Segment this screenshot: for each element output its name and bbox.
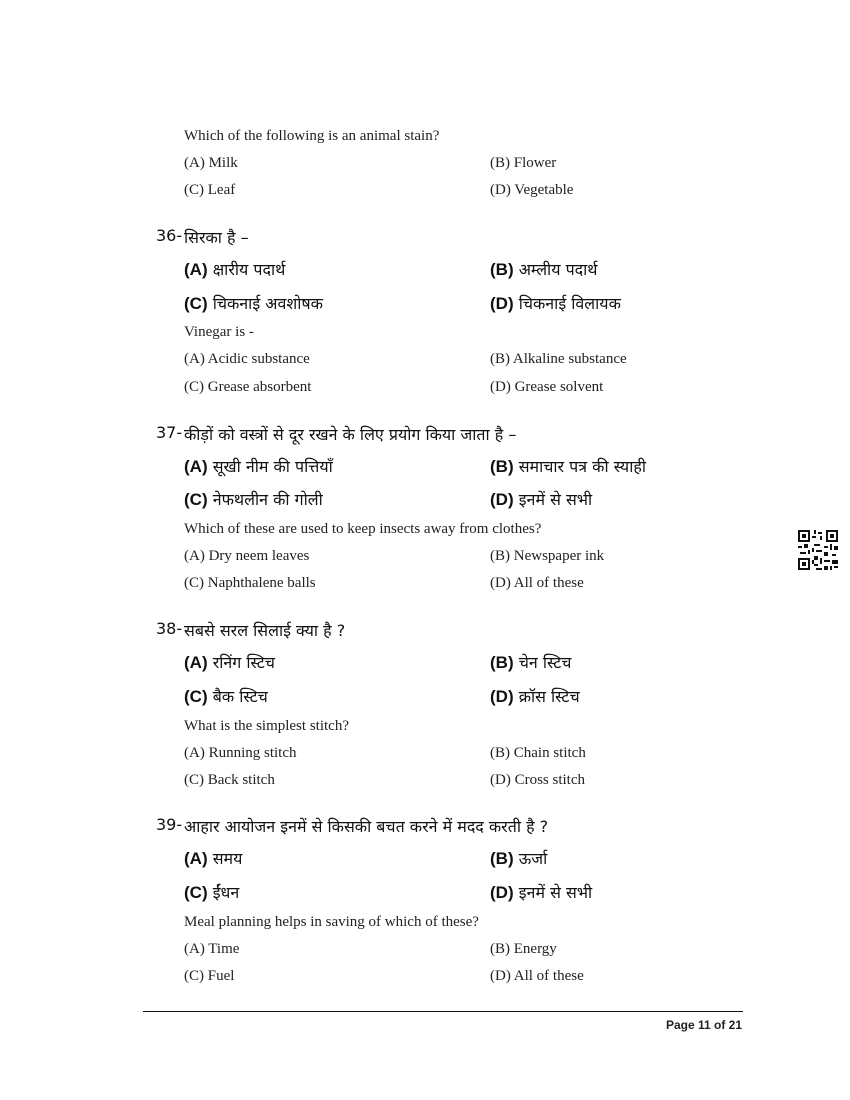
q36-hindi-text: सिरका है – bbox=[184, 228, 249, 247]
q39-hindi-option-a bbox=[184, 847, 242, 869]
q39-hindi-option-d bbox=[490, 881, 592, 903]
q37-hindi-text: कीड़ों को वस्त्रों से दूर रखने के लिए प्रयोग किया जाता है – bbox=[184, 425, 517, 444]
option-text: सूखी नीम की पत्तियाँ bbox=[212, 457, 333, 476]
q37-hindi-option-d bbox=[490, 488, 592, 510]
q39-hindi-option-b bbox=[490, 847, 547, 869]
option-letter: (A) bbox=[184, 653, 208, 672]
option-text: समाचार पत्र की स्याही bbox=[518, 457, 646, 476]
q35-english-text: Which of the following is an animal stain? bbox=[184, 128, 440, 144]
q38-hindi-option-b bbox=[490, 651, 571, 673]
option-text: बैक स्टिच bbox=[212, 687, 268, 706]
option-letter: (A) bbox=[184, 260, 208, 279]
option-letter: (D) bbox=[490, 490, 514, 509]
q38-option-d: (D) Cross stitch bbox=[490, 772, 585, 788]
q38-hindi-option-c bbox=[184, 685, 268, 707]
option-letter: (C) bbox=[184, 294, 208, 313]
option-letter: (C) bbox=[184, 687, 208, 706]
q36-option-b: (B) Alkaline substance bbox=[490, 351, 627, 367]
option-text: अम्लीय पदार्थ bbox=[518, 260, 598, 279]
option-text: चेन स्टिच bbox=[518, 653, 572, 672]
q35-option-a: (A) Milk bbox=[184, 155, 238, 171]
q36-option-d: (D) Grease solvent bbox=[490, 379, 604, 395]
q37-option-d: (D) All of these bbox=[490, 575, 584, 591]
option-text: क्षारीय पदार्थ bbox=[212, 260, 286, 279]
option-letter: (B) bbox=[490, 457, 514, 476]
q36-english-text: Vinegar is - bbox=[184, 324, 254, 340]
footer-divider bbox=[143, 1011, 743, 1012]
q39-hindi-text: आहार आयोजन इनमें से किसकी बचत करने में मदद करती है ? bbox=[184, 817, 549, 836]
q38-hindi-text: सबसे सरल सिलाई क्या है ? bbox=[184, 621, 346, 640]
q36-hindi-option-d bbox=[490, 292, 621, 314]
option-text: ऊर्जा bbox=[518, 849, 548, 868]
q37-option-c: (C) Naphthalene balls bbox=[184, 575, 316, 591]
q38-hindi-option-d bbox=[490, 685, 580, 707]
q36-number: 36- bbox=[156, 226, 183, 245]
q37-english-text: Which of these are used to keep insects away from clothes? bbox=[184, 521, 542, 537]
q36-option-c: (C) Grease absorbent bbox=[184, 379, 312, 395]
q37-option-b: (B) Newspaper ink bbox=[490, 548, 605, 564]
q37-hindi-option-b bbox=[490, 455, 646, 477]
option-text: चिकनाई अवशोषक bbox=[212, 294, 323, 313]
q36-hindi-option-b bbox=[490, 258, 598, 280]
q39-option-a: (A) Time bbox=[184, 941, 240, 957]
qr-code-icon bbox=[798, 530, 838, 570]
option-letter: (B) bbox=[490, 653, 514, 672]
option-text: इनमें से सभी bbox=[518, 490, 593, 509]
option-letter: (D) bbox=[490, 294, 514, 313]
q39-option-d: (D) All of these bbox=[490, 968, 584, 984]
option-text: समय bbox=[212, 849, 243, 868]
option-letter: (A) bbox=[184, 457, 208, 476]
q39-number: 39- bbox=[156, 815, 183, 834]
option-letter: (D) bbox=[490, 687, 514, 706]
q37-hindi-option-c bbox=[184, 488, 323, 510]
option-letter: (C) bbox=[184, 490, 208, 509]
option-text: ईंधन bbox=[212, 883, 240, 902]
q38-hindi-option-a bbox=[184, 651, 275, 673]
page-number: Page 11 of 21 bbox=[665, 1018, 742, 1032]
q39-english-text: Meal planning helps in saving of which of these? bbox=[184, 914, 479, 930]
q35-option-c: (C) Leaf bbox=[184, 182, 236, 198]
q38-option-b: (B) Chain stitch bbox=[490, 745, 586, 761]
q37-hindi-option-a bbox=[184, 455, 333, 477]
q39-option-b: (B) Energy bbox=[490, 941, 557, 957]
q36-hindi-option-c bbox=[184, 292, 323, 314]
q38-number: 38- bbox=[156, 619, 183, 638]
q39-option-c: (C) Fuel bbox=[184, 968, 235, 984]
option-letter: (A) bbox=[184, 849, 208, 868]
option-text: नेफथलीन की गोली bbox=[212, 490, 323, 509]
q36-hindi-option-a bbox=[184, 258, 285, 280]
q35-option-d: (D) Vegetable bbox=[490, 182, 574, 198]
q37-option-a: (A) Dry neem leaves bbox=[184, 548, 310, 564]
option-text: क्रॉस स्टिच bbox=[518, 687, 580, 706]
q38-option-a: (A) Running stitch bbox=[184, 745, 297, 761]
option-text: इनमें से सभी bbox=[518, 883, 593, 902]
q36-option-a: (A) Acidic substance bbox=[184, 351, 310, 367]
option-text: रनिंग स्टिच bbox=[212, 653, 275, 672]
q37-number: 37- bbox=[156, 423, 183, 442]
option-text: चिकनाई विलायक bbox=[518, 294, 621, 313]
q39-hindi-option-c bbox=[184, 881, 239, 903]
option-letter: (B) bbox=[490, 849, 514, 868]
option-letter: (D) bbox=[490, 883, 514, 902]
q35-option-b: (B) Flower bbox=[490, 155, 557, 171]
option-letter: (C) bbox=[184, 883, 208, 902]
q38-option-c: (C) Back stitch bbox=[184, 772, 275, 788]
option-letter: (B) bbox=[490, 260, 514, 279]
q38-english-text: What is the simplest stitch? bbox=[184, 718, 349, 734]
